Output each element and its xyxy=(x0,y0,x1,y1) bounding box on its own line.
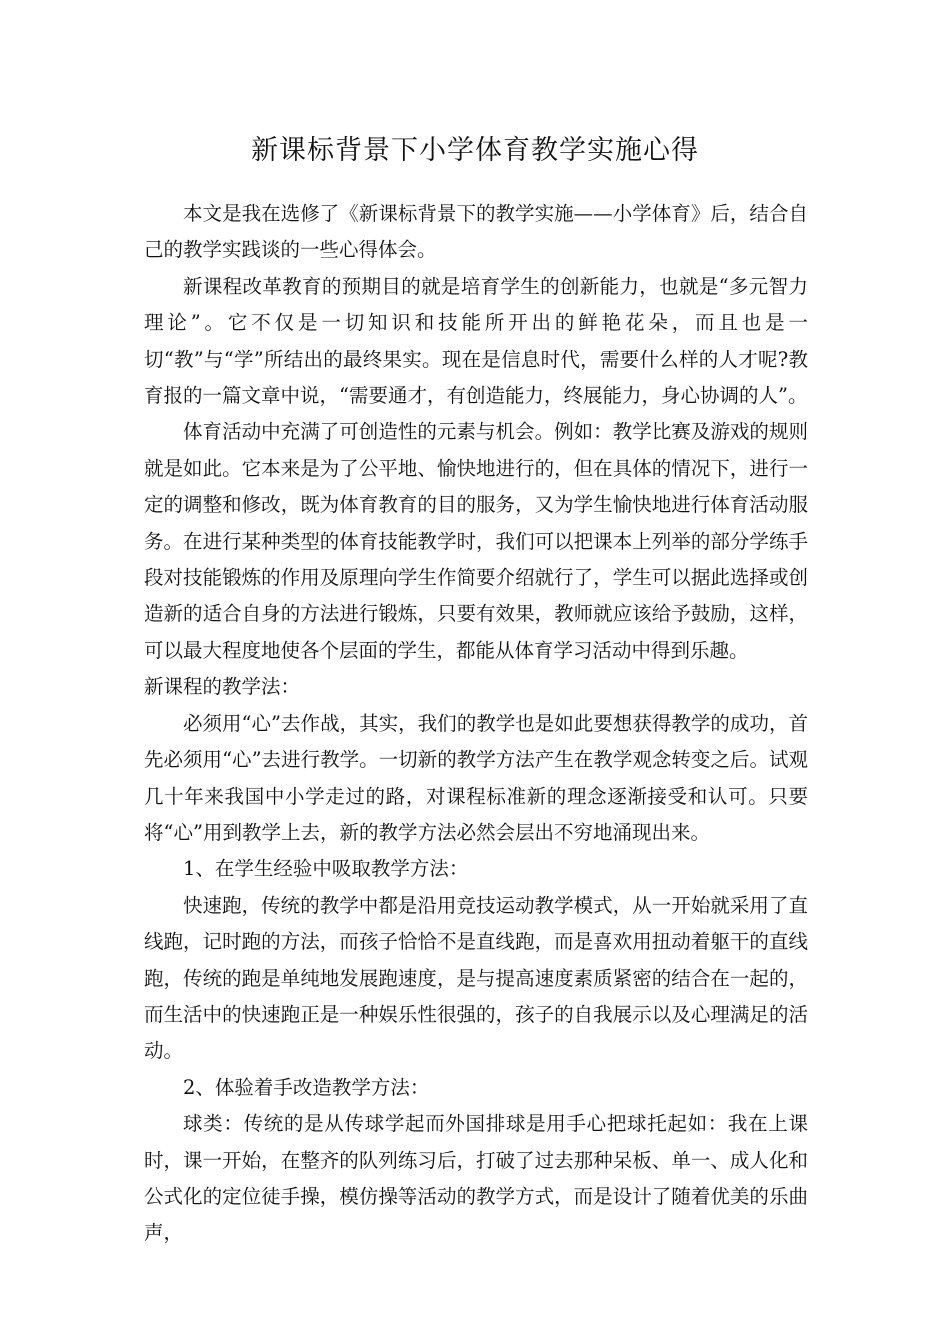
paragraph-reform-goal: 新课程改革教育的预期目的就是培育学生的创新能力，也就是“多元智力理论”。它不仅是一切知识和技能所开出的鲜艳花朵，而且也是一切“教”与“学”所结出的最终果实。现在是信息时代，需要什么样的人才呢?教育报的一篇文章中说，“需要通才，有创造能力，终展能力，身心协调的人”。 xyxy=(144,274,808,408)
paragraph-ball-games: 球类：传统的是从传球学起而外国排球是用手心把球托起如：我在上课时，课一开始，在整齐的队列练习后，打破了过去那种呆板、单一、成人化和公式化的定位徒手操，模仿操等活动的教学方式，而是设计了随着优美的乐曲声， xyxy=(144,1112,808,1245)
subheading-2: 2、体验着手改造教学方法： xyxy=(183,1075,430,1099)
document-body xyxy=(144,196,808,1252)
paragraph-intro: 本文是我在选修了《新课标背景下的教学实施——小学体育》后，结合自己的教学实践谈的一些心得体会。 xyxy=(144,202,808,262)
paragraph-heart: 必须用“心”去作战，其实，我们的教学也是如此要想获得教学的成功，首先必须用“心”去进行教学。一切新的教学方法产生在教学观念转变之后。试观几十年来我国中小学走过的路，对课程标准新的理念逐渐接受和认可。只要将“心”用到教学上去，新的教学方法必然会层出不穷地涌现出来。 xyxy=(144,711,808,844)
paragraph-creativity: 体育活动中充满了可创造性的元素与机会。例如：教学比赛及游戏的规则就是如此。它本来是为了公平地、愉快地进行的，但在具体的情况下，进行一定的调整和修改，既为体育教育的目的服务，又为学生愉快地进行体育活动服务。在进行某种类型的体育技能教学时，我们可以把课本上列举的部分学练手段对技能锻炼的作用及原理向学生作简要介绍就行了，学生可以据此选择或创造新的适合自身的方法进行锻炼，只要有效果，教师就应该给予鼓励，这样，可以最大程度地使各个层面的学生，都能从体育学习活动中得到乐趣。 xyxy=(144,420,808,662)
paragraph-fast-run: 快速跑，传统的教学中都是沿用竞技运动教学模式，从一开始就采用了直线跑，记时跑的方法，而孩子恰恰不是直线跑，而是喜欢用扭动着躯干的直线跑，传统的跑是单纯地发展跑速度，是与提高速度素质紧密的结合在一起的，而生活中的快速跑正是一种娱乐性很强的，孩子的自我展示以及心理满足的活动。 xyxy=(144,893,808,1063)
document-title: 新课标背景下小学体育教学实施心得 xyxy=(251,135,699,166)
subheading-1: 1、在学生经验中吸取教学方法： xyxy=(183,857,469,881)
section-heading-teaching-method: 新课程的教学法： xyxy=(144,675,301,699)
